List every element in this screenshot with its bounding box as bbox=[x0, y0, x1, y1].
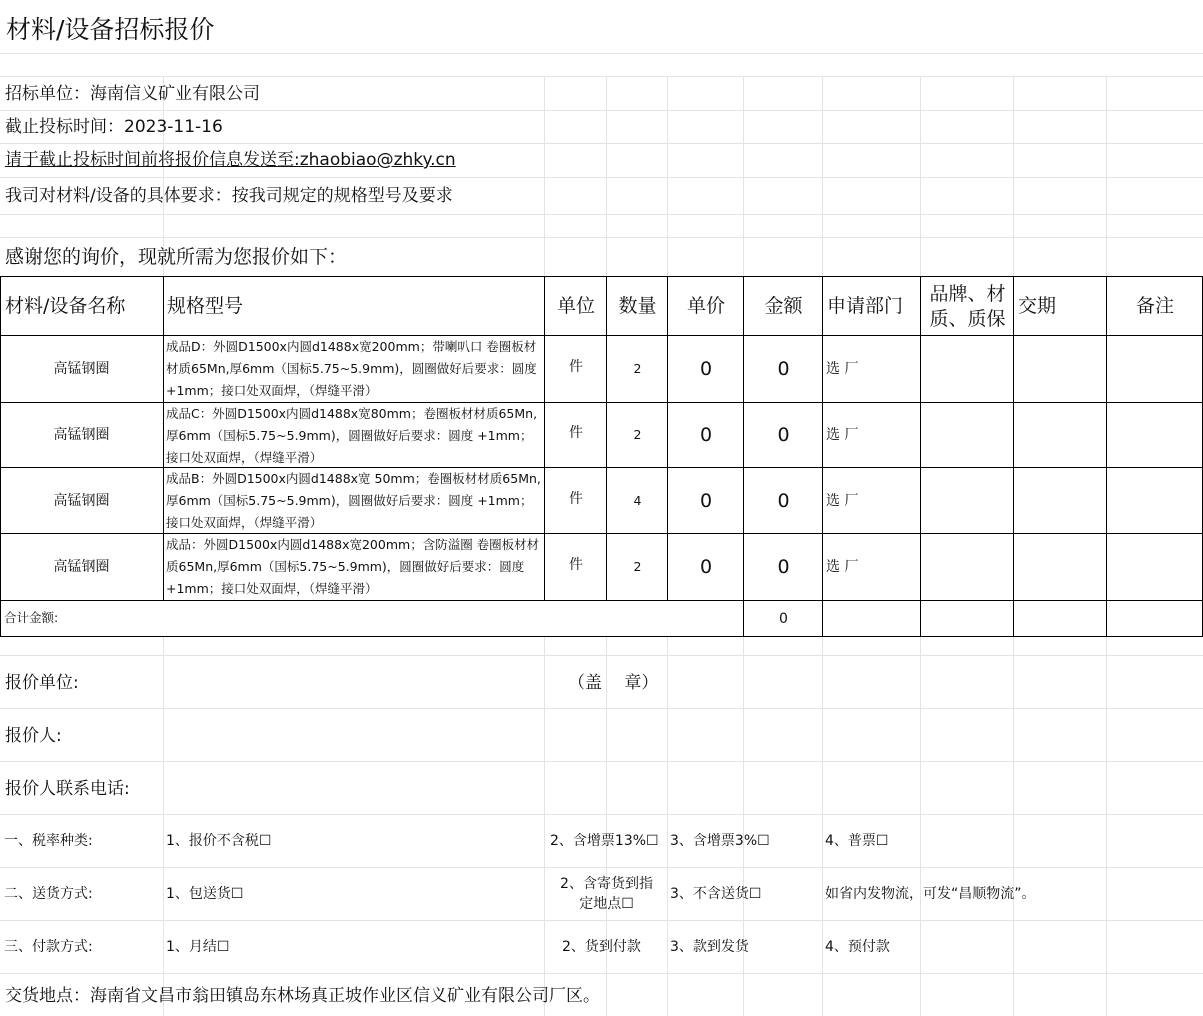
ship-option-2-line2[interactable]: 定地点☐ bbox=[579, 896, 634, 912]
ship-label: 二、送货方式: bbox=[4, 886, 93, 902]
tax-option-1[interactable]: 1、报价不含税☐ bbox=[166, 833, 272, 849]
row-spec: 成品C：外圆D1500x内圆d1488x宽80mm；卷圈板材材质65Mn,厚6mm（国标5.75~5.9mm)，圆圈做好后要求：圆度 +1mm；接口处双面焊，（焊缝平滑） bbox=[166, 406, 538, 465]
tax-label: 一、税率种类: bbox=[4, 833, 93, 849]
table-border-v bbox=[920, 276, 921, 637]
row-spec: 成品：外圆D1500x内圆d1488x宽200mm；含防溢圈 卷圈板材材质65Mn,厚6mm（国标5.75~5.9mm)，圆圈做好后要求：圆度 +1mm；接口处双面焊，（焊缝平滑） bbox=[166, 537, 540, 596]
gridline-v bbox=[743, 636, 744, 1016]
row-spec: 成品D：外圆D1500x内圆d1488x宽200mm；带喇叭口 卷圈板材材质65Mn,厚6mm（国标5.75~5.9mm)，圆圈做好后要求：圆度 +1mm；接口处双面焊，（焊缝平滑） bbox=[166, 339, 537, 398]
header-brand-line2: 质、质保 bbox=[929, 308, 1006, 330]
gridline-v bbox=[667, 76, 668, 277]
pay-label: 三、付款方式: bbox=[4, 939, 93, 955]
header-delivery: 交期 bbox=[1018, 295, 1057, 317]
row-amount: 0 bbox=[777, 424, 790, 446]
gridline-h bbox=[0, 53, 1203, 54]
quote-phone-label: 报价人联系电话: bbox=[5, 779, 130, 799]
page-title: 材料/设备招标报价 bbox=[6, 15, 215, 44]
gridline-v bbox=[743, 76, 744, 277]
row-dept: 选 厂 bbox=[826, 492, 859, 509]
gridline-v bbox=[1106, 636, 1107, 1016]
requirement-text: 我司对材料/设备的具体要求：按我司规定的规格型号及要求 bbox=[5, 186, 453, 206]
table-border-v bbox=[822, 276, 823, 637]
row-amount: 0 bbox=[777, 358, 790, 380]
gridline-v bbox=[163, 636, 164, 1016]
quote-org-label: 报价单位: bbox=[5, 673, 79, 693]
header-name: 材料/设备名称 bbox=[5, 295, 126, 317]
gridline-h bbox=[0, 177, 1203, 178]
total-label: 合计金额: bbox=[4, 610, 59, 625]
row-name: 高锰钢圈 bbox=[53, 492, 110, 509]
row-qty: 2 bbox=[633, 559, 642, 574]
header-qty: 数量 bbox=[618, 295, 657, 317]
gridline-h bbox=[0, 214, 1203, 215]
gridline-v bbox=[822, 76, 823, 277]
gridline-h bbox=[0, 920, 1203, 921]
gridline-h bbox=[0, 867, 1203, 868]
gridline-h bbox=[0, 237, 1203, 238]
gridline-v bbox=[920, 76, 921, 277]
ship-option-3[interactable]: 3、不含送货☐ bbox=[670, 886, 762, 902]
gridline-v bbox=[920, 636, 921, 1016]
table-border-h bbox=[0, 600, 1203, 601]
gridline-h bbox=[0, 973, 1203, 974]
header-unit: 单位 bbox=[556, 295, 595, 317]
gridline-v bbox=[544, 636, 545, 1016]
gridline-h bbox=[0, 761, 1203, 762]
row-dept: 选 厂 bbox=[826, 361, 859, 377]
table-border-h bbox=[0, 276, 1203, 277]
quote-person-label: 报价人: bbox=[5, 726, 62, 746]
header-amount: 金额 bbox=[764, 295, 803, 317]
gridline-v bbox=[606, 636, 607, 1016]
header-price: 单价 bbox=[686, 295, 725, 317]
gridline-v bbox=[606, 76, 607, 277]
table-border-v bbox=[1013, 276, 1014, 637]
table-border-v bbox=[0, 276, 1, 637]
row-amount: 0 bbox=[777, 556, 790, 578]
row-unit: 件 bbox=[569, 557, 583, 573]
row-qty: 4 bbox=[633, 492, 642, 508]
pay-option-3[interactable]: 3、款到发货 bbox=[670, 939, 749, 955]
row-name: 高锰钢圈 bbox=[53, 559, 110, 575]
row-price[interactable]: 0 bbox=[699, 358, 713, 380]
row-spec: 成品B：外圆D1500x内圆d1488x宽 50mm；卷圈板材材质65Mn,厚6mm（国标5.75~5.9mm)，圆圈做好后要求：圆度 +1mm；接口处双面焊，（焊缝平滑） bbox=[166, 471, 541, 530]
row-price[interactable]: 0 bbox=[699, 489, 713, 512]
tax-option-2[interactable]: 2、含增票13%☐ bbox=[550, 833, 659, 849]
header-spec: 规格型号 bbox=[167, 295, 244, 317]
gridline-v bbox=[544, 76, 545, 277]
row-name: 高锰钢圈 bbox=[53, 361, 110, 377]
table-border-v bbox=[1106, 276, 1107, 637]
row-amount: 0 bbox=[777, 489, 790, 512]
row-unit: 件 bbox=[569, 425, 583, 441]
row-unit: 件 bbox=[569, 490, 583, 507]
gridline-h bbox=[0, 814, 1203, 815]
pay-option-4[interactable]: 4、预付款 bbox=[825, 939, 890, 955]
tender-org: 招标单位：海南信义矿业有限公司 bbox=[5, 84, 260, 104]
table-border-h bbox=[0, 636, 1203, 637]
row-price[interactable]: 0 bbox=[699, 424, 713, 446]
row-price[interactable]: 0 bbox=[699, 556, 713, 578]
gridline-v bbox=[822, 636, 823, 1016]
seal-text: （盖 章） bbox=[568, 673, 659, 693]
total-value: 0 bbox=[779, 611, 788, 627]
header-brand-line1: 品牌、材 bbox=[929, 283, 1006, 305]
row-dept: 选 厂 bbox=[826, 427, 859, 443]
header-dept: 申请部门 bbox=[827, 295, 904, 317]
pay-option-1[interactable]: 1、月结☐ bbox=[166, 939, 230, 955]
ship-option-4: 如省内发物流，可发“昌顺物流”。 bbox=[825, 886, 1036, 902]
table-border-v bbox=[743, 276, 744, 637]
thanks-text: 感谢您的询价，现就所需为您报价如下： bbox=[5, 246, 348, 268]
row-unit: 件 bbox=[569, 359, 583, 375]
gridline-v bbox=[1013, 76, 1014, 277]
gridline-h bbox=[0, 76, 1203, 77]
deadline: 截止投标时间：2023-11-16 bbox=[5, 117, 223, 137]
ship-option-1[interactable]: 1、包送货☐ bbox=[166, 886, 244, 902]
delivery-place: 交货地点：海南省文昌市翁田镇岛东林场真正坡作业区信义矿业有限公司厂区。 bbox=[5, 986, 600, 1006]
table-border-v bbox=[163, 276, 164, 601]
gridline-v bbox=[667, 636, 668, 1016]
gridline-h bbox=[0, 110, 1203, 111]
row-qty: 2 bbox=[633, 427, 642, 442]
row-dept: 选 厂 bbox=[826, 559, 859, 575]
tax-option-4[interactable]: 4、普票☐ bbox=[825, 833, 889, 849]
gridline-h bbox=[0, 655, 1203, 656]
pay-option-2[interactable]: 2、货到付款 bbox=[562, 939, 641, 955]
gridline-v bbox=[1106, 76, 1107, 277]
header-note: 备注 bbox=[1135, 295, 1174, 317]
row-name: 高锰钢圈 bbox=[53, 427, 110, 443]
tax-option-3[interactable]: 3、含增票3%☐ bbox=[670, 833, 770, 849]
gridline-h bbox=[0, 708, 1203, 709]
row-qty: 2 bbox=[633, 361, 642, 376]
gridline-h bbox=[0, 143, 1203, 144]
send-email-link[interactable]: 请于截止投标时间前将报价信息发送至:zhaobiao@zhky.cn bbox=[5, 150, 456, 170]
ship-option-2-line1[interactable]: 2、含寄货到指 bbox=[560, 876, 653, 892]
gridline-v bbox=[1013, 636, 1014, 1016]
